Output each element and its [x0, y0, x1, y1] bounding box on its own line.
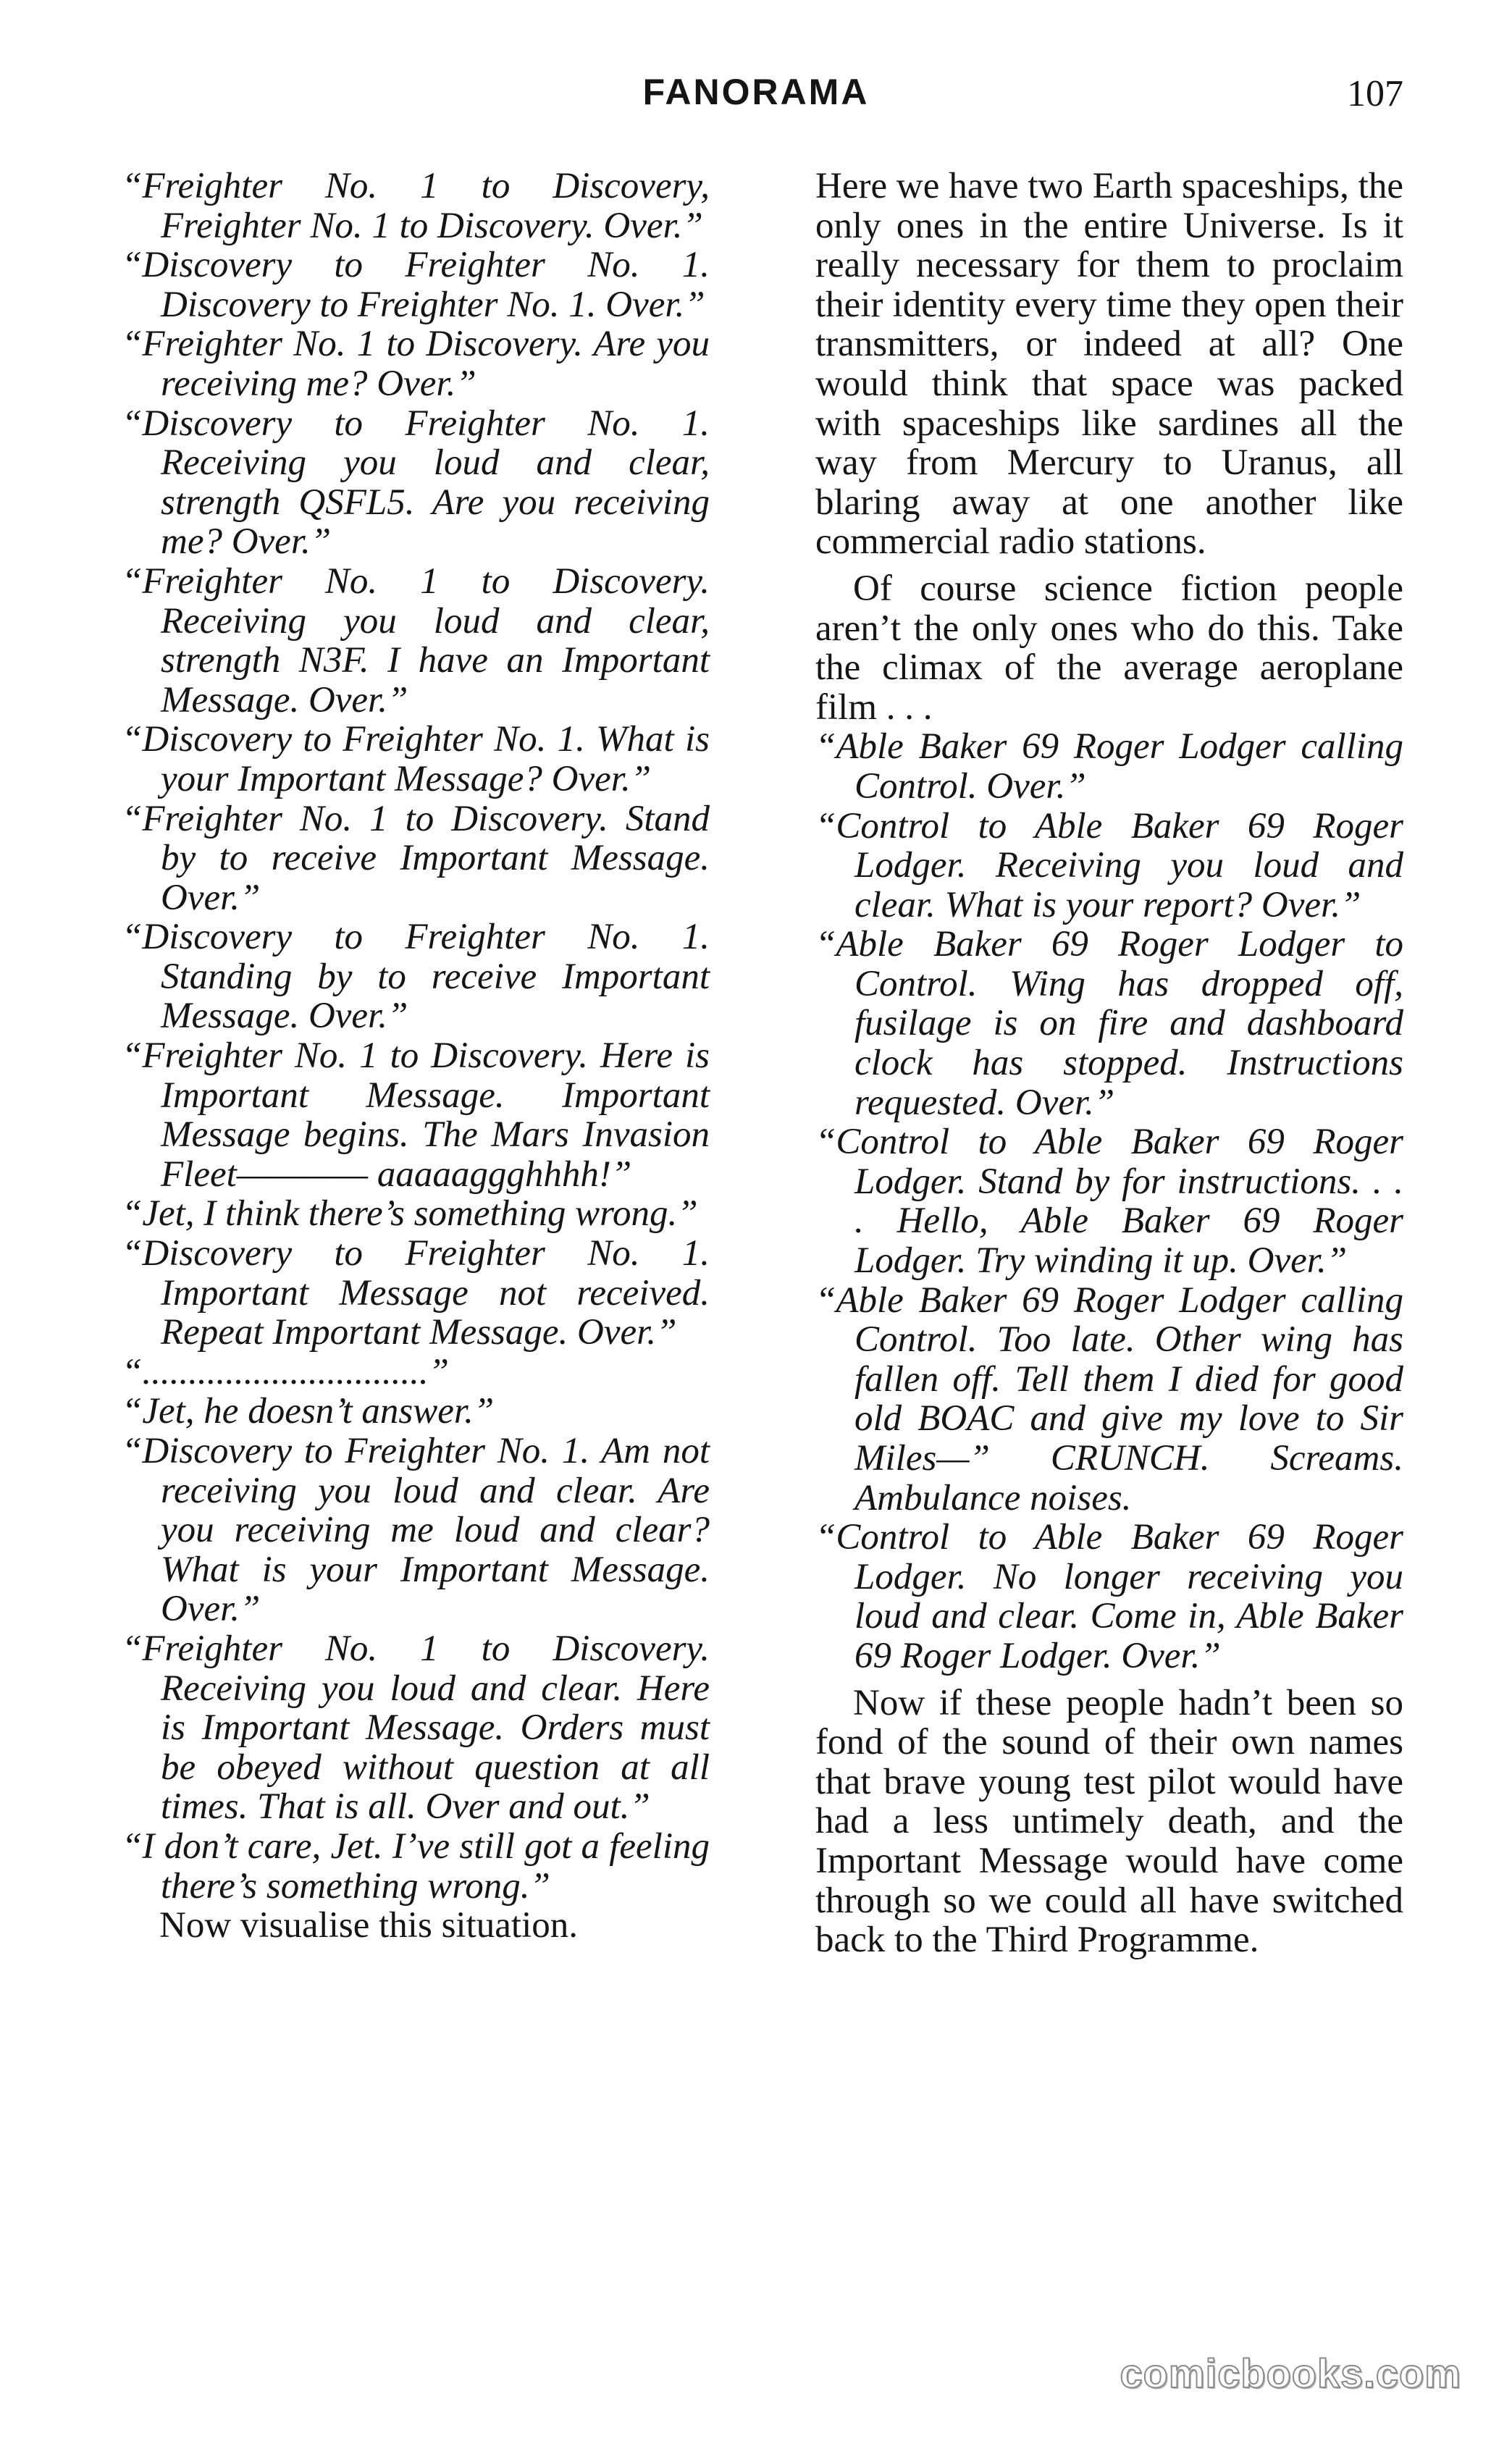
dialogue-line: “Jet, he doesn’t answer.” — [122, 1391, 495, 1432]
page-number: 107 — [1347, 73, 1403, 114]
dialogue-line: “...............................” — [122, 1351, 449, 1392]
body-paragraph: Now if these people hadn’t been so fond of the sound of their own names that brave young test pilot would have had a less untimely death, and the Important Message would have come through so we could all have switched back to the Third Programme. — [815, 1682, 1403, 1961]
dialogue-line: “Able Baker 69 Roger Lodger calling Control. Too late. Other wing has fallen off. Tell them I died for good old BOAC and give my love to Sir Miles—” CRUNCH. Screams. Ambulance noises. — [815, 1279, 1403, 1518]
dialogue-line: “Freighter No. 1 to Discovery. Receiving you loud and clear. Here is Important Message. Orders must be obeyed without question at all times. That is all. Over and out.” — [122, 1628, 710, 1828]
dialogue-line: “Discovery to Freighter No. 1. Am not receiving you loud and clear. Are you receiving me loud and clear? What is your Important Message. Over.” — [122, 1431, 710, 1630]
watermark: comicbooks.com — [1120, 2350, 1461, 2396]
dialogue-line: “I don’t care, Jet. I’ve still got a feeling there’s something wrong.” — [122, 1825, 710, 1907]
dialogue-line: “Freighter No. 1 to Discovery. Receiving you loud and clear, strength N3F. I have an Important Message. Over.” — [122, 560, 710, 720]
dialogue-line: “Discovery to Freighter No. 1. Receiving you loud and clear, strength QSFL5. Are you receiving me? Over.” — [122, 403, 710, 563]
dialogue-line: “Control to Able Baker 69 Roger Lodger. Receiving you loud and clear. What is your report? Over.” — [815, 805, 1403, 925]
body-paragraph: Of course science fiction people aren’t the only ones who do this. Take the climax of the average aeroplane film . . . — [815, 568, 1403, 728]
dialogue-line: “Able Baker 69 Roger Lodger to Control. Wing has dropped off, fusilage is on fire and dashboard clock has stopped. Instructions requested. Over.” — [815, 924, 1403, 1123]
dialogue-line: “Control to Able Baker 69 Roger Lodger. No longer receiving you loud and clear. Come in, Able Baker 69 Roger Lodger. Over.” — [815, 1517, 1403, 1676]
dialogue-line: “Discovery to Freighter No. 1. What is your Important Message? Over.” — [122, 719, 710, 799]
dialogue-line: “Freighter No. 1 to Discovery, Freighter No. 1 to Discovery. Over.” — [122, 166, 710, 246]
dialogue-line: “Freighter No. 1 to Discovery. Here is Important Message. Important Message begins. The Mars Invasion Fleet———— aaaaaggghhhh!” — [122, 1035, 710, 1195]
dialogue-line: “Discovery to Freighter No. 1. Discovery to Freighter No. 1. Over.” — [122, 245, 710, 325]
dialogue-line: “Freighter No. 1 to Discovery. Are you receiving me? Over.” — [122, 324, 710, 404]
dialogue-line: “Jet, I think there’s something wrong.” — [122, 1193, 698, 1235]
dialogue-line: “Discovery to Freighter No. 1. Standing by to receive Important Message. Over.” — [122, 917, 710, 1037]
dialogue-line: “Able Baker 69 Roger Lodger calling Control. Over.” — [815, 726, 1403, 807]
dialogue-line: “Control to Able Baker 69 Roger Lodger. Stand by for instructions. . . . Hello, Able Baker 69 Roger Lodger. Try winding it up. Over.” — [815, 1122, 1403, 1282]
body-paragraph: Here we have two Earth spaceships, the only ones in the entire Universe. Is it really necessary for them to proclaim their identity every time they open their transmitters, or indeed at all? One would think that space was packed with spaceships like sardines all the way from Mercury to Uranus, all blaring away at one another like commercial radio stations. — [815, 166, 1403, 563]
closing-line: Now visualise this situation. — [159, 1905, 578, 1946]
dialogue-line: “Discovery to Freighter No. 1. Important Message not received. Repeat Important Message. Over.” — [122, 1233, 710, 1353]
dialogue-line: “Freighter No. 1 to Discovery. Stand by to receive Important Message. Over.” — [122, 798, 710, 918]
right-column — [815, 167, 1403, 1960]
left-column — [122, 167, 710, 1946]
running-header: FANORAMA — [642, 72, 870, 112]
